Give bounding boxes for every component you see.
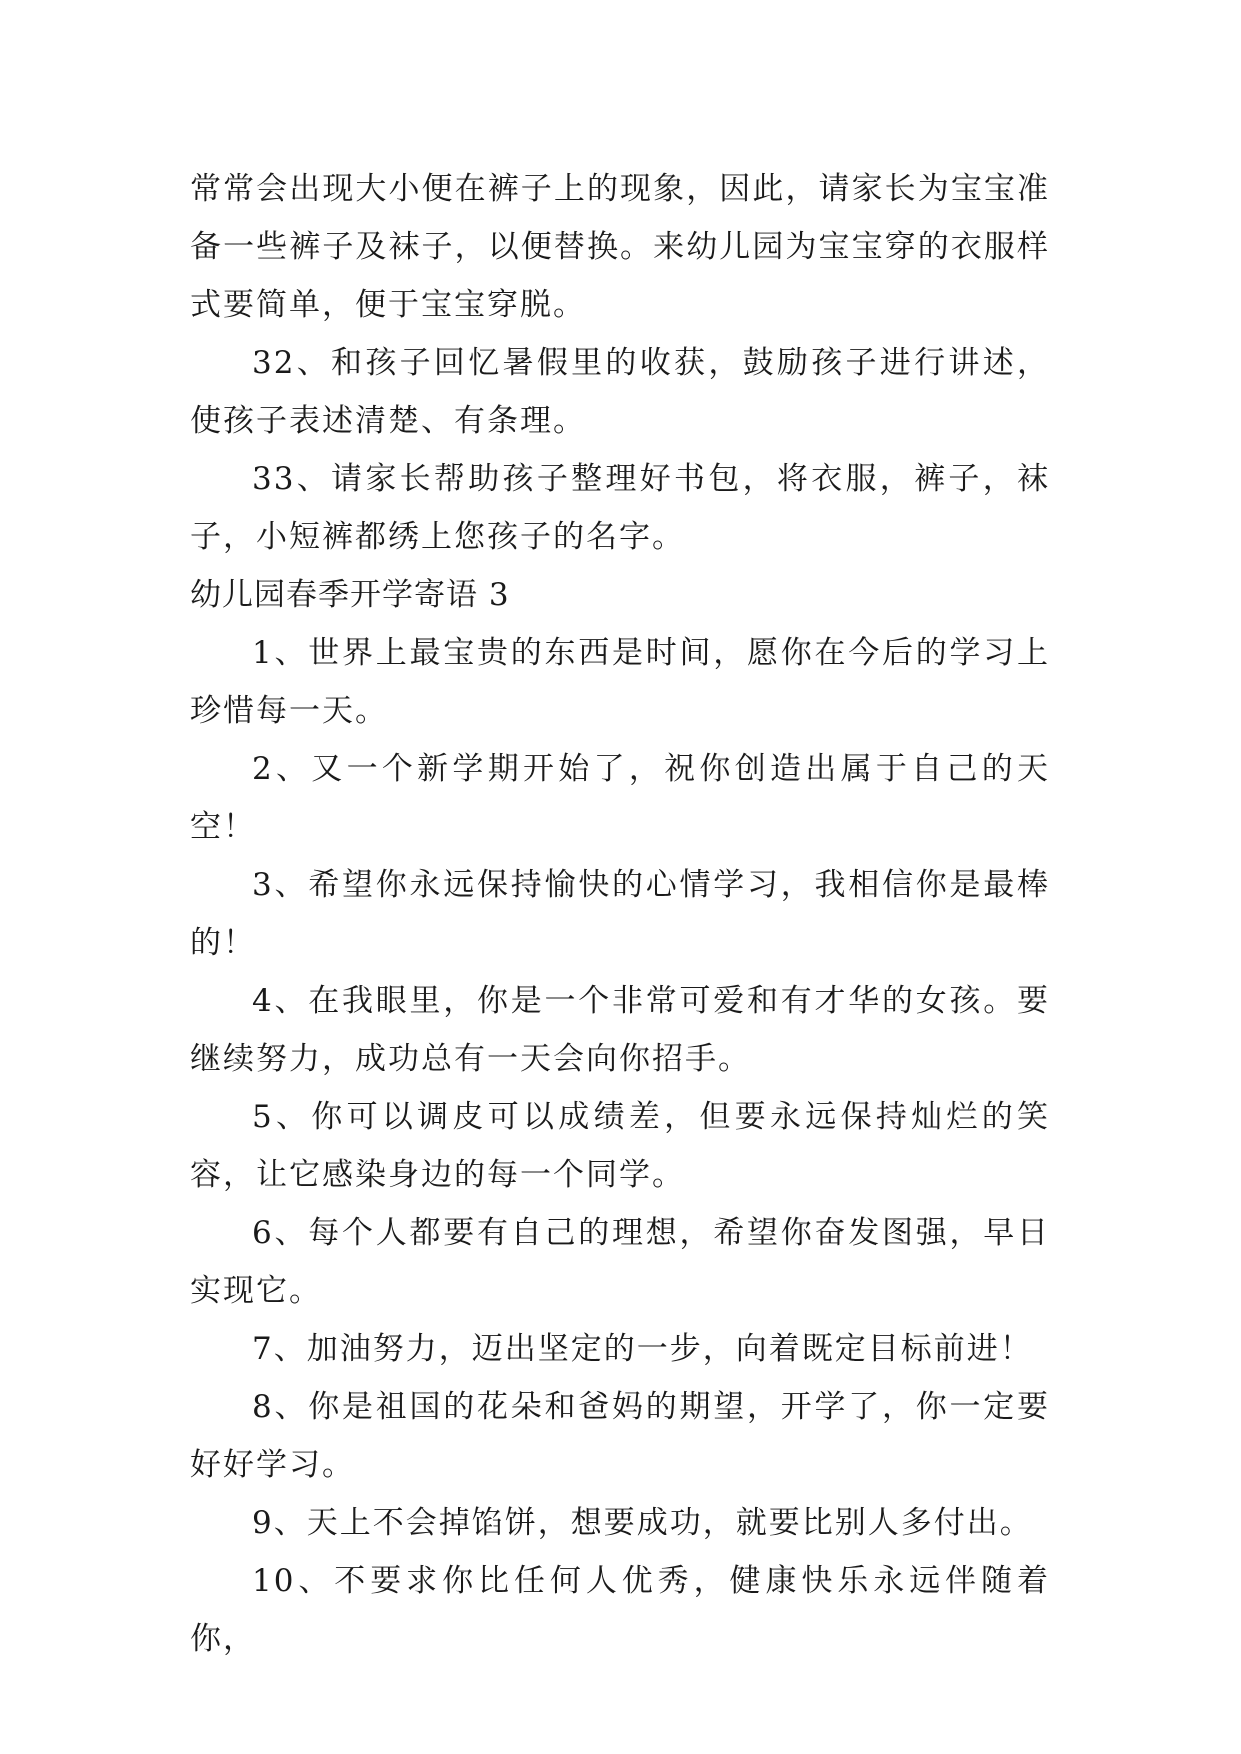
paragraph-item-5: 5、你可以调皮可以成绩差，但要永远保持灿烂的笑容，让它感染身边的每一个同学。 <box>190 1099 1050 1193</box>
paragraph-item-10: 10、不要求你比任何人优秀，健康快乐永远伴随着你， <box>190 1563 1050 1657</box>
paragraph-item-6: 6、每个人都要有自己的理想，希望你奋发图强，早日实现它。 <box>190 1215 1050 1309</box>
paragraph-item-1: 1、世界上最宝贵的东西是时间，愿你在今后的学习上珍惜每一天。 <box>190 635 1050 729</box>
paragraph-continuation: 常常会出现大小便在裤子上的现象，因此，请家长为宝宝准备一些裤子及袜子，以便替换。来幼儿园为宝宝穿的衣服样式要简单，便于宝宝穿脱。 <box>190 171 1050 323</box>
paragraph-item-4: 4、在我眼里，你是一个非常可爱和有才华的女孩。要继续努力，成功总有一天会向你招手。 <box>190 983 1050 1077</box>
paragraph-item-33: 33、请家长帮助孩子整理好书包，将衣服，裤子，袜子，小短裤都绣上您孩子的名字。 <box>190 461 1050 555</box>
paragraph-item-8: 8、你是祖国的花朵和爸妈的期望，开学了，你一定要好好学习。 <box>190 1389 1050 1483</box>
paragraph-item-9: 9、天上不会掉馅饼，想要成功，就要比别人多付出。 <box>252 1505 1033 1541</box>
paragraph-item-2: 2、又一个新学期开始了，祝你创造出属于自己的天空！ <box>190 751 1050 845</box>
paragraph-item-7: 7、加油努力，迈出坚定的一步，向着既定目标前进！ <box>252 1331 1033 1367</box>
section-heading: 幼儿园春季开学寄语 3 <box>190 577 510 613</box>
document-body <box>190 160 1050 1668</box>
paragraph-item-32: 32、和孩子回忆暑假里的收获，鼓励孩子进行讲述，使孩子表述清楚、有条理。 <box>190 345 1050 439</box>
paragraph-item-3: 3、希望你永远保持愉快的心情学习，我相信你是最棒的！ <box>190 867 1050 961</box>
